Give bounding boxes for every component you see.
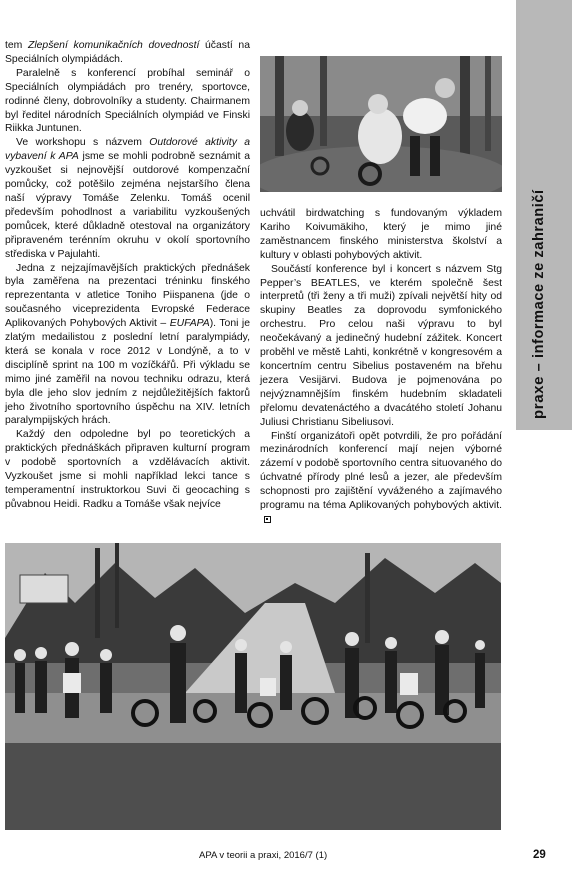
emphasis: Zlepšení komunikačních dovedností xyxy=(28,40,200,51)
emphasis: Outdorové aktivity a vybavení k APA xyxy=(5,137,250,163)
left-text-column xyxy=(5,39,250,512)
footer-journal: APA v teorii a praxi, 2016/7 (1) xyxy=(199,850,328,861)
paragraph: tem Zlepšení komunikačních dovedností účastí na Speciálních olympiádách. xyxy=(5,40,250,65)
paragraph: Součástí konference byl i koncert s názvem Stg Pepper’s BEATLES, ve kterém společně šest interpretů (tři ženy a tři muži) zpívali největší hity od skupiny Beatles za doprovodu symfonického orchestru. Pro celou naši výpravu to byl neočekávaný a jedinečný hudební zážitek. Koncert proběhl ve městě Lahti, konkrétně v kongresovém a koncertním centru Sibelius postaveném na břehu jezera Vesijärvi. Budova je pojmenována po nejvýznamnějším finském hudebním skladateli přelomu devatenáctého a dvacátého století Johanu Juliusi Christianu Sibeliusovi. xyxy=(260,263,502,428)
photo-group-adaptive-bikes xyxy=(5,543,501,830)
section-name: praxe xyxy=(530,375,547,419)
article-end-icon xyxy=(264,516,271,523)
emphasis: EUFAPA xyxy=(169,318,210,330)
section-separator: – xyxy=(531,358,547,376)
photo-illustration xyxy=(260,56,502,192)
paragraph: Jedna z nejzajímavějších praktických přednášek byla zaměřena na prezentaci tréninku finského reprezentanta v atletice Toniho Piispanena (jde o současného viceprezidenta Evropské Federace Aplikovaných Pohybových Aktivit – EUFAPA). Toni je zlatým medailistou z poslední letní paralympiády, která se konala v roce 2012 v Londýně, a to v disciplíně sprint na 100 m vozíčkářů. Při výkladu se mimo jiné zaměřil na novou techniku odrazu, která byla dle jeho slov jedním z nejdůležitějších faktorů jeho životního sportovního úspěchu na XIV. letních paralympijských hrách. xyxy=(5,262,250,427)
photo-illustration xyxy=(5,543,501,830)
paragraph: Paralelně s konferencí probíhal seminář o Speciálních olympiádách pro trenéry, sportovce, rodinné členy, dobrovolníky a studenty. Chairmanem byl ředitel národních Speciálních olympiád ve Finski Riikka Juntunen. xyxy=(5,67,250,135)
subsection-name: informace ze zahraničí xyxy=(531,189,547,359)
paragraph: Finští organizátoři opět potvrdili, že pro pořádání mezinárodních konferencí mají nejen výborné zázemí v podobě sportovního centra situovaného do úchvatné přírody plné lesů a jezer, ale především schopnosti pro zajištění vyváženého a zajímavého programu na téma Aplikovaných pohybových aktivit. xyxy=(260,430,502,527)
photo-forest-trail-wheelchair xyxy=(260,56,502,192)
page-number: 29 xyxy=(533,849,546,861)
paragraph: Ve workshopu s názvem Outdorové aktivity a vybavení k APA jsme se mohli podrobně seznámit a vyzkoušet si nejnovější outdorové kompenzační pomůcky, což potěšilo zejména nejstaršího člena naší výpravy Tomáše Zelenku. Tomáš ocenil především pohodlnost a variabilitu vyzkoušených pomůcek, které důkladně otestoval na organizátory připraveném terénním okruhu v okolí sportovního střediska v Pajulahti. xyxy=(5,137,250,260)
section-label xyxy=(530,189,547,419)
right-text-column xyxy=(260,207,502,527)
paragraph: Každý den odpoledne byl po teoretických a praktických přednáškách připraven kulturní program v podobě sportovních a vzdělávacích aktivit. Vyzkoušet jsme si mohli například lekci tance s temperamentní instruktorkou Suvi či geocaching s půvabnou Heidi. Radku a Tomáše však nejvíce xyxy=(5,429,250,510)
paragraph: uchvátil birdwatching s fundovaným výkladem Kariho Koivumäkiho, který je mimo jiné zaměstnancem finského ministerstva školství a kultury v oblasti pohybových aktivit. xyxy=(260,208,502,261)
